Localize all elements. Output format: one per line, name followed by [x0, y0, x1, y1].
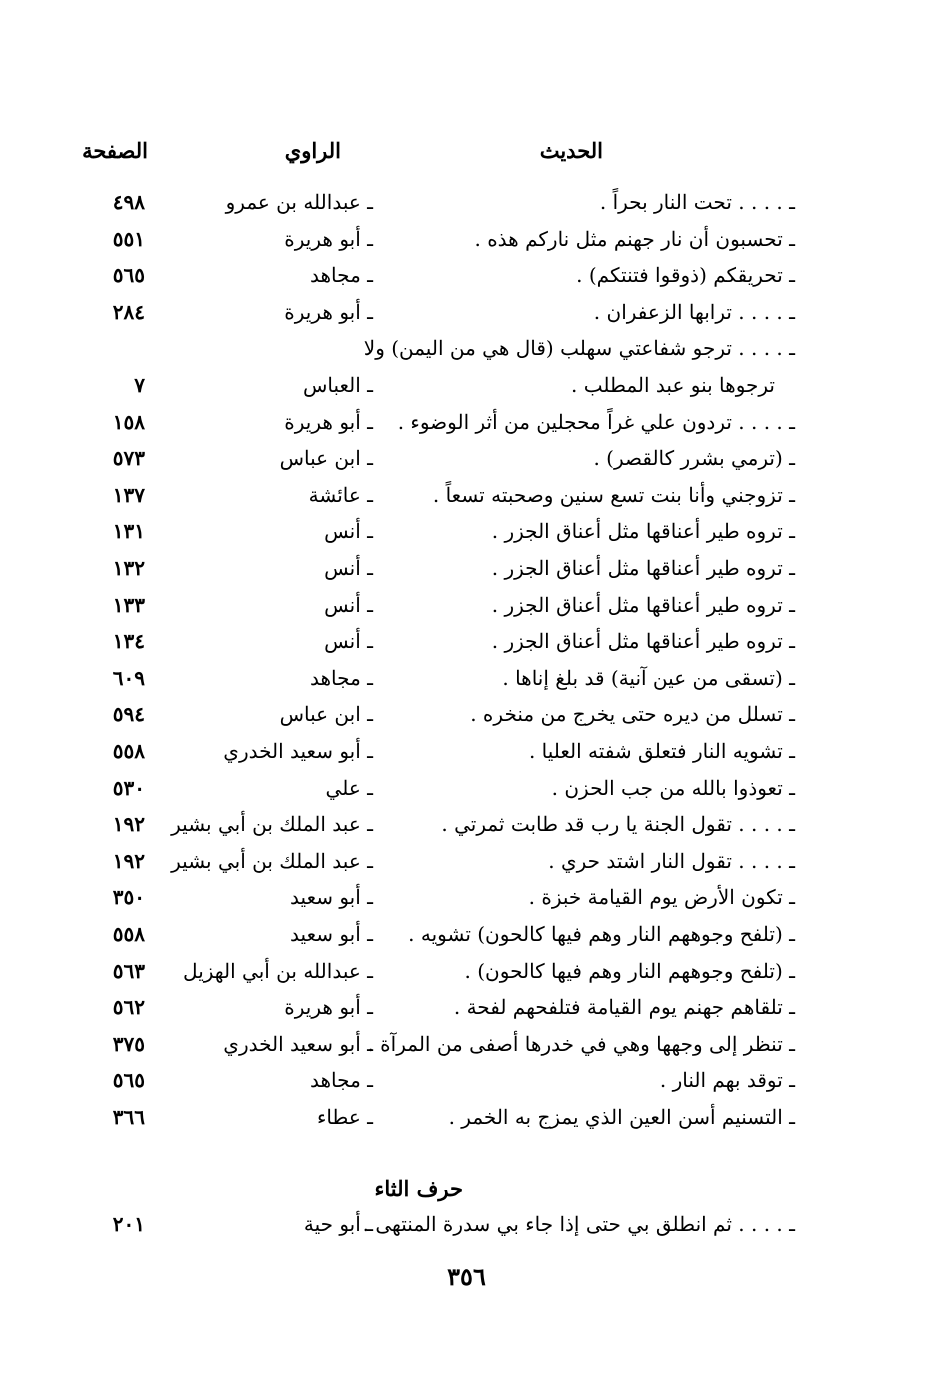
narrator-name: ـ مجاهد	[310, 665, 373, 690]
hadith-text: ترجوها بنو عبد المطلب .	[570, 373, 775, 397]
narrator-name: ـ أبو هريرة	[284, 995, 373, 1020]
index-row	[0, 849, 933, 885]
hadith-text: ـ . . . . تردون علي غراً محجلين من أثر الوضوء .	[397, 409, 795, 434]
index-row	[0, 300, 933, 336]
narrator-name: ـ ابن عباس	[279, 446, 373, 471]
hadith-text: ـ تعوذوا بالله من جب الحزن .	[551, 775, 795, 800]
page-ref: ١٣٣	[112, 592, 145, 617]
header-hadith: الحديث	[539, 138, 603, 163]
index-row	[0, 446, 933, 482]
index-row	[0, 519, 933, 555]
index-row	[0, 1212, 933, 1248]
page-ref: ٥٥١	[112, 226, 145, 251]
hadith-text: ـ تكون الأرض يوم القيامة خبزة .	[528, 885, 795, 910]
narrator-name: ـ العباس	[302, 373, 373, 397]
index-row	[0, 885, 933, 921]
page-ref: ٥٥٨	[112, 922, 145, 946]
narrator-name: ـ أنس	[324, 519, 373, 544]
page-ref: ٦٠٩	[112, 665, 145, 690]
hadith-text: ـ التسنيم أسن العين الذي يمزج به الخمر .	[448, 1105, 795, 1129]
index-row	[0, 593, 933, 629]
page-ref: ١٣١	[112, 519, 145, 544]
narrator-name: ـ عطاء	[316, 1105, 373, 1129]
page-ref: ٣٦٦	[112, 1105, 145, 1129]
header-page: الصفحة	[82, 138, 148, 163]
hadith-text: ـ (تلفح وجوههم النار وهم فيها كالحون) تشويه .	[408, 922, 795, 946]
narrator-name: ـ عبدالله بن عمرو	[225, 190, 373, 214]
hadith-text: ـ تسلل من ديره حتى يخرج من منخره .	[470, 702, 795, 727]
index-row	[0, 995, 933, 1031]
page-ref: ٥٧٣	[112, 446, 145, 471]
hadith-text: ـ تروه طير أعناقها مثل أعناق الجزر .	[491, 629, 795, 654]
hadith-text: ـ . . . . تقول الجنة يا رب قد طابت ثمرتي .	[441, 812, 795, 837]
page-ref: ١٩٢	[112, 812, 145, 837]
narrator-name: ـ مجاهد	[310, 1068, 373, 1093]
page-ref: ٥٦٥	[112, 1068, 145, 1093]
page-ref: ٣٥٠	[112, 885, 145, 910]
index-row	[0, 336, 933, 372]
page-ref: ٢٠١	[112, 1212, 145, 1236]
page-ref: ٥٦٣	[112, 958, 145, 983]
section-title: حرف الثاء	[374, 1176, 463, 1201]
page-ref: ١٥٨	[112, 409, 145, 434]
index-row	[0, 556, 933, 592]
index-row	[0, 190, 933, 226]
hadith-text: ـ . . . . تقول النار اشتد حري .	[548, 848, 795, 873]
header-narrator: الراوي	[284, 138, 341, 163]
narrator-name: ـ عبد الملك بن أبي بشير	[171, 848, 373, 873]
narrator-name: ـ أبو هريرة	[284, 226, 373, 251]
index-row	[0, 629, 933, 665]
hadith-text: ـ . . . . ترابها الزعفران .	[593, 299, 795, 324]
hadith-text: ـ توقد بهم النار .	[659, 1068, 795, 1093]
narrator-name: ـ أبو حية	[303, 1212, 373, 1236]
narrator-name: ـ أبو هريرة	[284, 299, 373, 324]
page-ref: ٥٩٤	[112, 702, 145, 727]
hadith-text: ـ تروه طير أعناقها مثل أعناق الجزر .	[491, 592, 795, 617]
narrator-name: ـ ابن عباس	[279, 702, 373, 727]
hadith-text: ـ تحسبون أن نار جهنم مثل ناركم هذه .	[474, 226, 795, 251]
hadith-text: ـ (تلفح وجوههم النار وهم فيها كالحون) .	[464, 958, 795, 983]
page-ref: ٧	[134, 373, 145, 397]
page-ref: ٥٣٠	[112, 775, 145, 800]
index-row	[0, 702, 933, 738]
hadith-text: ـ تزوجني وأنا بنت تسع سنين وصحبته تسعاً .	[432, 482, 795, 507]
narrator-name: ـ أبو سعيد	[290, 922, 373, 946]
index-row	[0, 1105, 933, 1141]
hadith-text: ـ تلقاهم جهنم يوم القيامة فتلفحهم لفحة .	[453, 995, 795, 1020]
hadith-text: ـ تشويه النار فتعلق شفته العليا .	[528, 739, 795, 763]
index-row	[0, 776, 933, 812]
narrator-name: ـ أنس	[324, 629, 373, 654]
narrator-name: ـ علي	[325, 775, 373, 800]
hadith-text: ـ . . . . ترجو شفاعتي سهلب (قال هي من اليمن) ولا	[363, 336, 795, 361]
page-ref: ١٣٤	[112, 629, 145, 654]
index-row	[0, 410, 933, 446]
narrator-name: ـ أبو سعيد	[290, 885, 373, 910]
narrator-name: ـ أنس	[324, 556, 373, 580]
index-row	[0, 739, 933, 775]
narrator-name: ـ عبدالله بن أبي الهزيل	[183, 958, 373, 983]
index-row	[0, 1068, 933, 1104]
hadith-text: ـ تروه طير أعناقها مثل أعناق الجزر .	[491, 519, 795, 544]
hadith-text: ـ (ترمي بشرر كالقصر) .	[593, 446, 795, 471]
index-row	[0, 959, 933, 995]
page-ref: ٥٥٨	[112, 739, 145, 763]
index-row	[0, 373, 933, 409]
narrator-name: ـ أبو سعيد الخدري	[223, 1031, 373, 1056]
hadith-text: ـ تنظر إلى وجهها وهي في خدرها أصفى من المرآة .	[367, 1031, 795, 1056]
hadith-text: ـ . . . . ثم انطلق بي حتى إذا جاء بي سدرة المنتهى .	[362, 1212, 795, 1236]
narrator-name: ـ أبو هريرة	[284, 409, 373, 434]
narrator-name: ـ مجاهد	[310, 263, 373, 288]
page-ref: ٢٨٤	[112, 299, 145, 324]
index-row	[0, 227, 933, 263]
page-ref: ١٩٢	[112, 848, 145, 873]
index-row	[0, 922, 933, 958]
narrator-name: ـ عائشة	[308, 482, 373, 507]
narrator-name: ـ عبد الملك بن أبي بشير	[171, 812, 373, 837]
narrator-name: ـ أبو سعيد الخدري	[223, 739, 373, 763]
hadith-text: ـ . . . . تحت النار بحراً .	[599, 190, 795, 214]
page-ref: ٥٦٥	[112, 263, 145, 288]
page-ref: ١٣٢	[112, 556, 145, 580]
page-ref: ٤٩٨	[112, 190, 145, 214]
page-ref: ٥٦٢	[112, 995, 145, 1020]
index-row	[0, 1032, 933, 1068]
page-ref: ٣٧٥	[112, 1031, 145, 1056]
hadith-text: ـ (تسقى من عين آنية) قد بلغ إناها .	[502, 665, 795, 690]
page-number: ٣٥٦	[447, 1262, 486, 1291]
index-row	[0, 812, 933, 848]
index-row	[0, 483, 933, 519]
hadith-text: ـ تروه طير أعناقها مثل أعناق الجزر .	[491, 556, 795, 580]
page-ref: ١٣٧	[112, 482, 145, 507]
hadith-text: ـ تحريقكم (ذوقوا فتنتكم) .	[576, 263, 795, 288]
index-row	[0, 666, 933, 702]
index-row	[0, 263, 933, 299]
narrator-name: ـ أنس	[324, 592, 373, 617]
